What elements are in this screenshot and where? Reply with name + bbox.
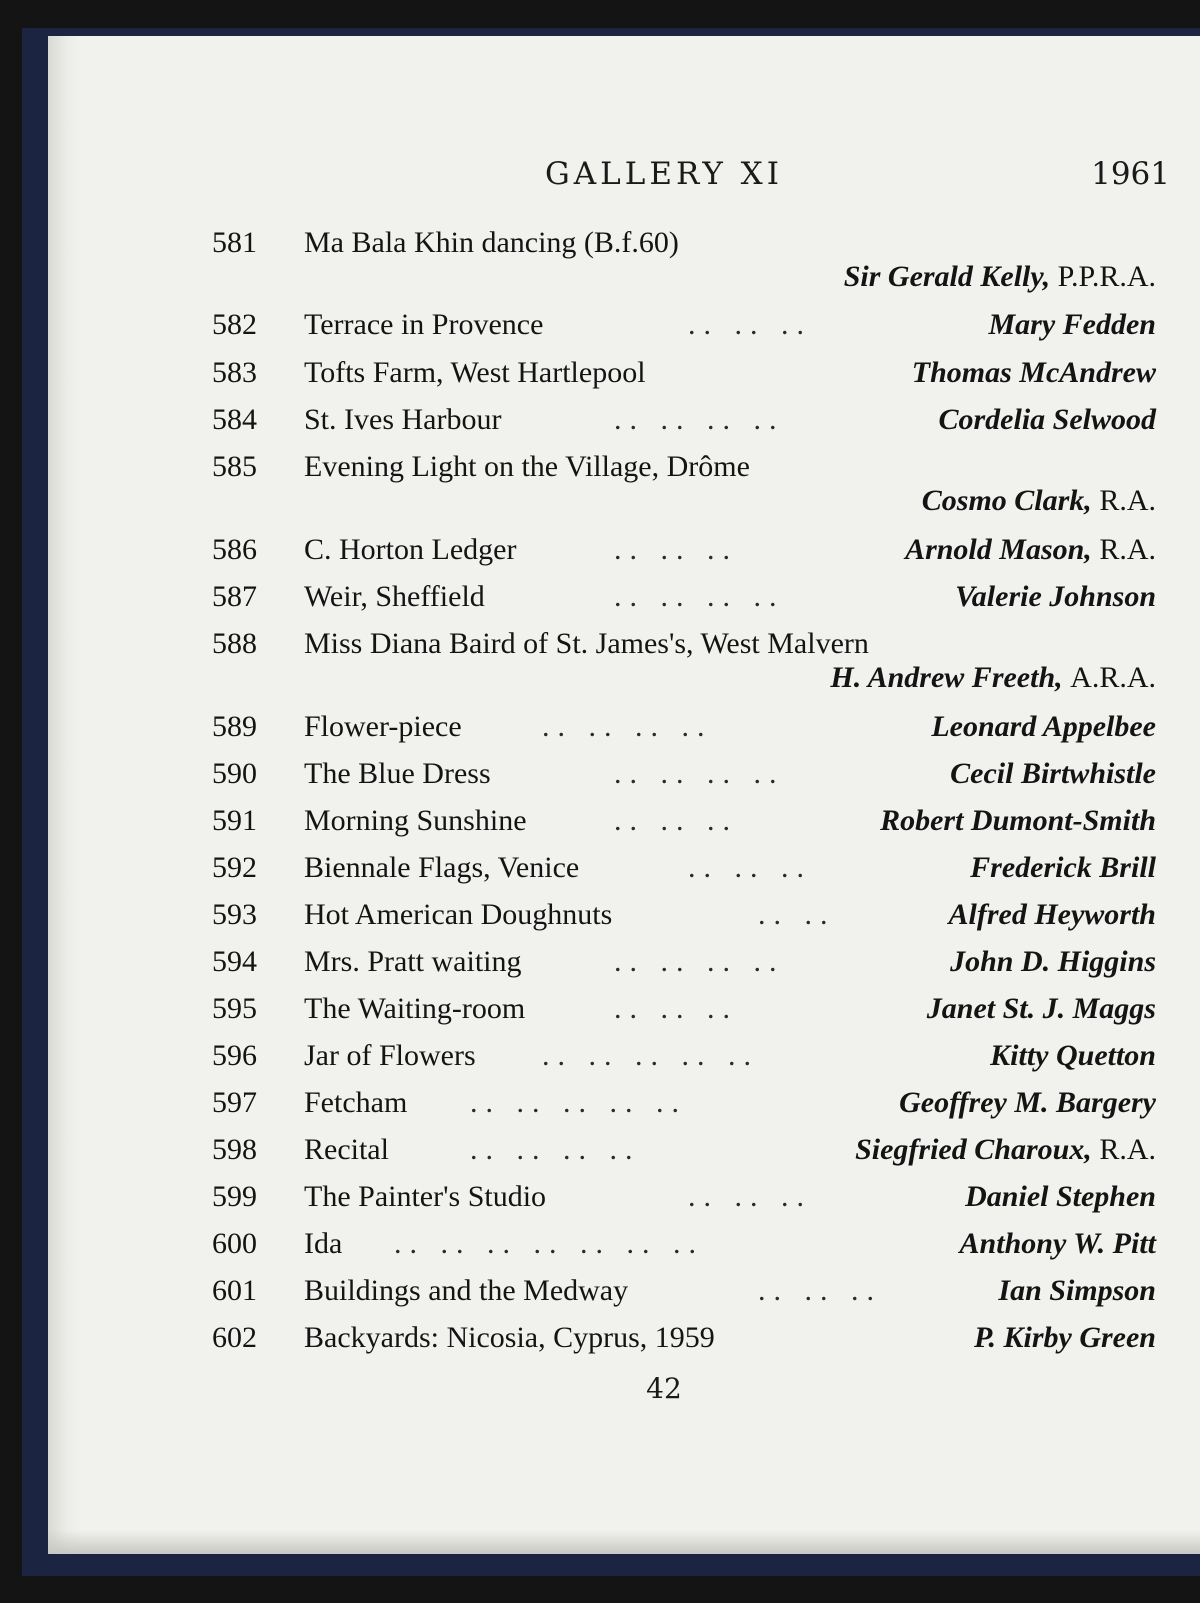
entry-artist: H. Andrew Freeth, A.R.A.: [830, 661, 1156, 694]
entry-artist: John D. Higgins: [950, 945, 1156, 978]
entry-title: Terrace in Provence: [304, 308, 544, 341]
entry-number: 581: [212, 226, 257, 259]
entry-title: The Painter's Studio: [304, 1180, 547, 1213]
leader-dots: .. .. .. ..: [542, 710, 713, 743]
entry-number: 593: [212, 898, 257, 931]
entry-artist: Thomas McAndrew: [911, 356, 1156, 389]
entry-artist: Alfred Heyworth: [948, 898, 1156, 931]
entry-title: Jar of Flowers: [304, 1039, 476, 1072]
entry-title: Biennale Flags, Venice: [304, 851, 580, 884]
catalogue-entry: [48, 580, 1200, 628]
artist-honours: R.A.: [1099, 533, 1156, 566]
entry-number: 597: [212, 1086, 257, 1119]
catalogue-entry: [48, 851, 1200, 899]
catalogue-entry: [48, 757, 1200, 805]
entry-title: Hot American Doughnuts: [304, 898, 613, 931]
entry-artist: Arnold Mason, R.A.: [905, 533, 1156, 566]
entry-title: Backyards: Nicosia, Cyprus, 1959: [304, 1321, 715, 1354]
leader-dots: .. .. ..: [688, 851, 812, 884]
leader-dots: .. .. ..: [614, 533, 738, 566]
catalogue-entry: [48, 1227, 1200, 1275]
catalogue-entry: [48, 403, 1200, 451]
entry-number: 588: [212, 627, 257, 660]
entry-artist: Robert Dumont-Smith: [880, 804, 1156, 837]
entry-number: 594: [212, 945, 257, 978]
leader-dots: .. .. ..: [614, 992, 738, 1025]
entry-title: Flower-piece: [304, 710, 462, 743]
entry-artist: Janet St. J. Maggs: [926, 992, 1156, 1025]
catalogue-entry: [48, 804, 1200, 852]
entry-number: 590: [212, 757, 257, 790]
catalogue-page: [48, 36, 1200, 1554]
entry-artist: P. Kirby Green: [974, 1321, 1156, 1354]
catalogue-entry: [48, 226, 1200, 293]
entry-artist: Valerie Johnson: [955, 580, 1156, 613]
entry-number: 596: [212, 1039, 257, 1072]
entry-number: 601: [212, 1274, 257, 1307]
entry-number: 583: [212, 356, 257, 389]
entry-artist: Sir Gerald Kelly, P.P.R.A.: [843, 260, 1156, 293]
entry-number: 598: [212, 1133, 257, 1166]
entry-title: Weir, Sheffield: [304, 580, 485, 613]
entry-number: 599: [212, 1180, 257, 1213]
catalogue-entry: [48, 533, 1200, 581]
entry-number: 587: [212, 580, 257, 613]
entry-artist: Cordelia Selwood: [938, 403, 1156, 436]
catalogue-entry: [48, 450, 1200, 517]
artist-honours: R.A.: [1099, 1133, 1156, 1166]
entry-number: 602: [212, 1321, 257, 1354]
catalogue-entry: [48, 356, 1200, 404]
entry-number: 595: [212, 992, 257, 1025]
entry-number: 584: [212, 403, 257, 436]
entry-number: 586: [212, 533, 257, 566]
leader-dots: .. .. ..: [688, 308, 812, 341]
entry-number: 592: [212, 851, 257, 884]
gallery-title: GALLERY XI: [545, 156, 783, 192]
entry-artist: Cosmo Clark, R.A.: [921, 484, 1156, 517]
artist-honours: A.R.A.: [1070, 661, 1156, 694]
entry-artist: Daniel Stephen: [965, 1180, 1156, 1213]
entry-artist: Leonard Appelbee: [931, 710, 1156, 743]
leader-dots: .. .. .. ..: [614, 580, 785, 613]
entry-number: 600: [212, 1227, 257, 1260]
catalogue-entry: [48, 627, 1200, 694]
entry-artist: Ian Simpson: [998, 1274, 1156, 1307]
catalogue-year: 1961: [1091, 156, 1170, 192]
leader-dots: .. .. .. ..: [614, 403, 785, 436]
leader-dots: .. .. .. .. ..: [542, 1039, 759, 1072]
artist-honours: R.A.: [1099, 484, 1156, 517]
catalogue-entry: [48, 1274, 1200, 1322]
catalogue-entry: [48, 1133, 1200, 1181]
catalogue-entry: [48, 308, 1200, 356]
catalogue-entry: [48, 898, 1200, 946]
page-shadow: [48, 1530, 1200, 1554]
entry-title: Fetcham: [304, 1086, 408, 1119]
leader-dots: .. .. .. .. .. .. ..: [394, 1227, 704, 1260]
entry-artist: Kitty Quetton: [990, 1039, 1156, 1072]
entry-title: St. Ives Harbour: [304, 403, 502, 436]
entry-title: The Waiting-room: [304, 992, 526, 1025]
entry-title: Mrs. Pratt waiting: [304, 945, 522, 978]
entry-number: 591: [212, 804, 257, 837]
entry-title: Morning Sunshine: [304, 804, 527, 837]
leader-dots: .. .. .. ..: [614, 945, 785, 978]
entry-title: Recital: [304, 1133, 389, 1166]
entry-artist: Mary Fedden: [988, 308, 1156, 341]
entry-artist: Siegfried Charoux, R.A.: [855, 1133, 1156, 1166]
entry-title: Ma Bala Khin dancing (B.f.60): [304, 226, 679, 259]
entry-number: 589: [212, 710, 257, 743]
leader-dots: .. .. ..: [614, 804, 738, 837]
catalogue-entry: [48, 1180, 1200, 1228]
entry-title: Buildings and the Medway: [304, 1274, 629, 1307]
catalogue-entry: [48, 1039, 1200, 1087]
entry-title: The Blue Dress: [304, 757, 491, 790]
catalogue-entry: [48, 945, 1200, 993]
leader-dots: .. .. .. ..: [614, 757, 785, 790]
entry-title: Evening Light on the Village, Drôme: [304, 450, 750, 483]
catalogue-entry: [48, 710, 1200, 758]
leader-dots: .. .. ..: [758, 1274, 882, 1307]
entry-title: Ida: [304, 1227, 343, 1260]
leader-dots: .. .. .. ..: [470, 1133, 641, 1166]
entry-title: Tofts Farm, West Hartlepool: [304, 356, 646, 389]
catalogue-entry: [48, 1086, 1200, 1134]
page-number: 42: [646, 1372, 682, 1405]
leader-dots: .. .. ..: [688, 1180, 812, 1213]
catalogue-entry: [48, 1321, 1200, 1369]
artist-honours: P.P.R.A.: [1057, 260, 1156, 293]
entry-artist: Geoffrey M. Bargery: [899, 1086, 1156, 1119]
entry-number: 582: [212, 308, 257, 341]
entry-title: Miss Diana Baird of St. James's, West Malvern: [304, 627, 869, 660]
entry-artist: Frederick Brill: [970, 851, 1156, 884]
leader-dots: .. .. .. .. ..: [470, 1086, 687, 1119]
catalogue-entry: [48, 992, 1200, 1040]
entry-artist: Anthony W. Pitt: [959, 1227, 1156, 1260]
entry-title: C. Horton Ledger: [304, 533, 517, 566]
leader-dots: .. ..: [758, 898, 836, 931]
entry-number: 585: [212, 450, 257, 483]
entry-artist: Cecil Birtwhistle: [950, 757, 1156, 790]
